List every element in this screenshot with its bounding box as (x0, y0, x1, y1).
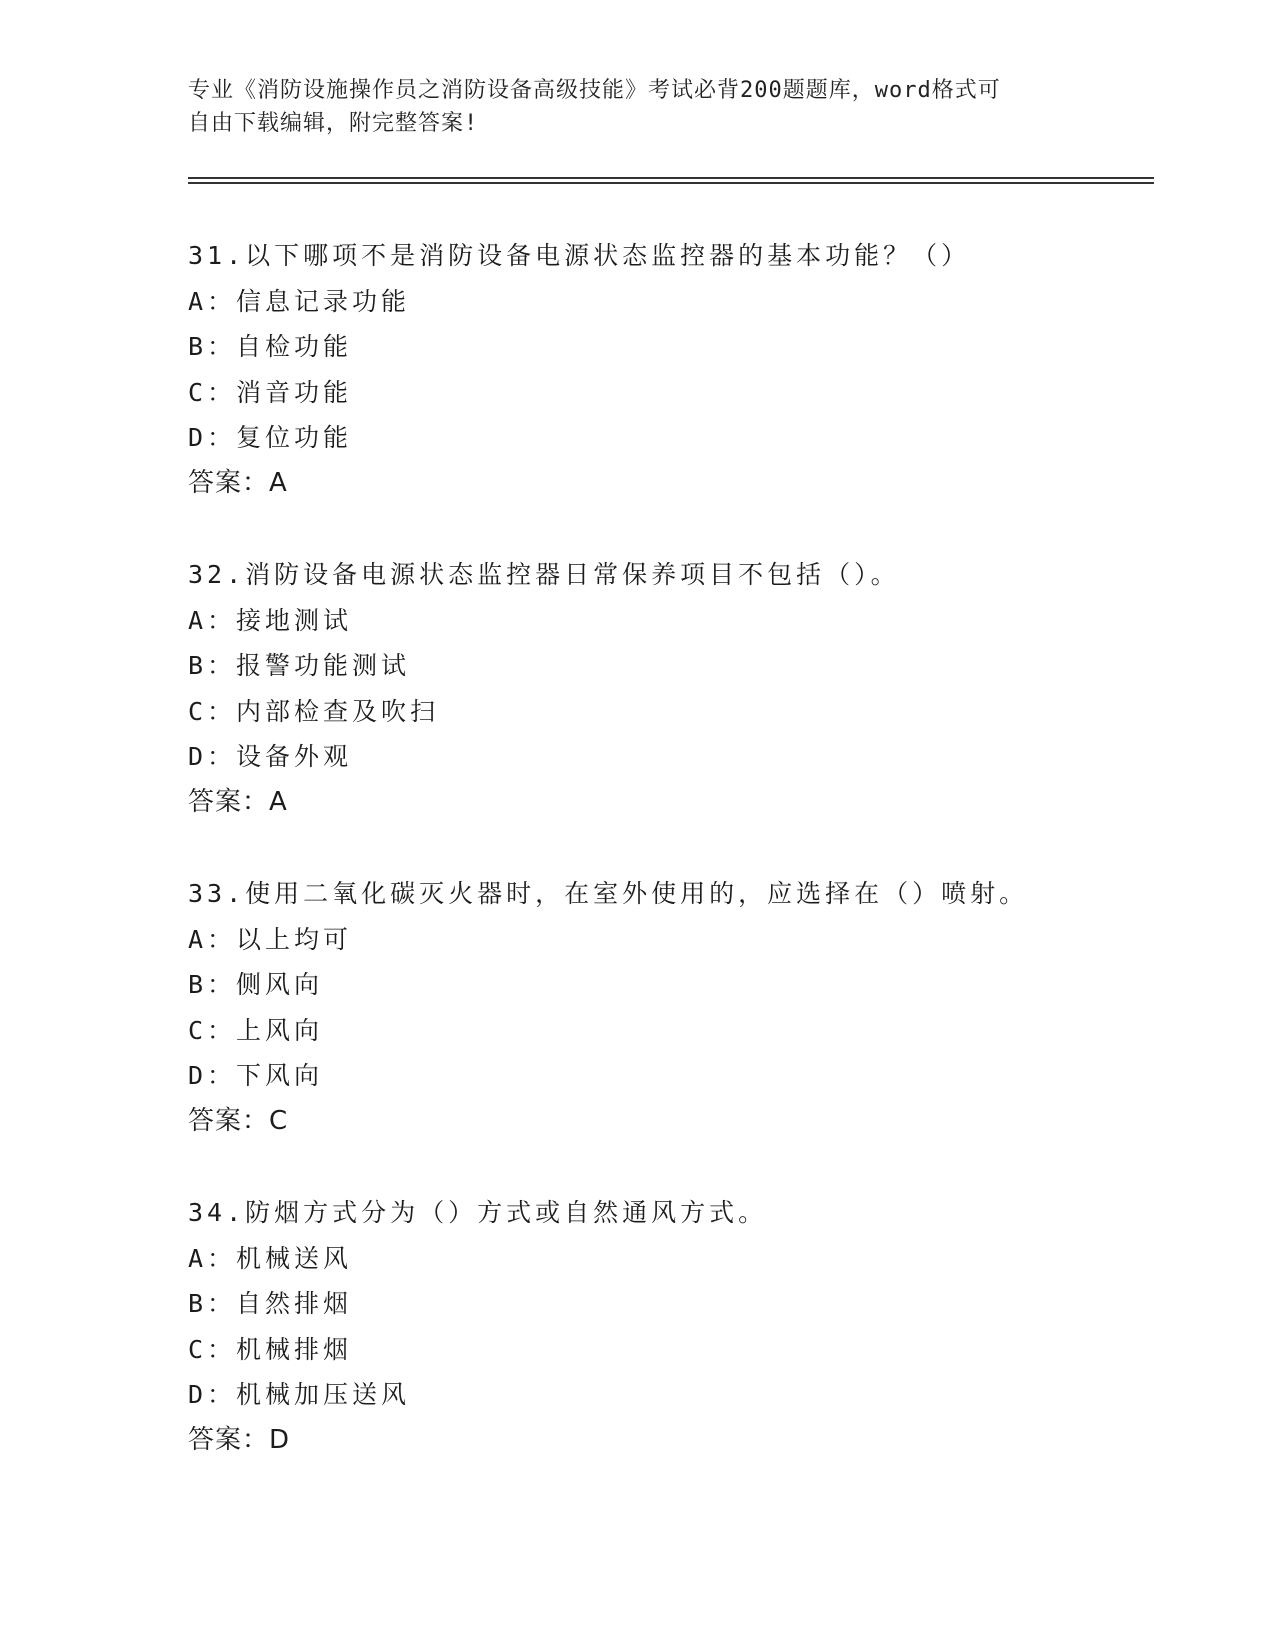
option-d: D：机械加压送风 (188, 1380, 411, 1409)
option-d: D：下风向 (188, 1061, 324, 1090)
option-d: D：复位功能 (188, 423, 353, 452)
question-32 (188, 552, 1148, 825)
option-c: C：机械排烟 (188, 1334, 353, 1364)
question-31 (188, 233, 1148, 506)
option-b: B：自然排烟 (188, 1289, 353, 1318)
option-b: B：侧风向 (188, 970, 324, 999)
question-34 (188, 1190, 1148, 1463)
option-a: A：机械送风 (188, 1243, 353, 1273)
option-d: D：设备外观 (188, 742, 353, 771)
answer: 答案：D (188, 1424, 291, 1455)
answer: 答案：A (188, 467, 288, 498)
option-a: A：信息记录功能 (188, 286, 411, 316)
header-line-2: 自由下载编辑，附完整答案! (188, 111, 479, 136)
option-a: A：接地测试 (188, 605, 353, 635)
option-c: C：上风向 (188, 1015, 324, 1045)
option-b: B：自检功能 (188, 332, 353, 361)
question-stem: 33.使用二氧化碳灭火器时，在室外使用的，应选择在（）喷射。 (188, 879, 1029, 908)
answer: 答案：A (188, 786, 288, 817)
header-line-1: 专业《消防设施操作员之消防设备高级技能》考试必背200题题库，word格式可 (188, 78, 1001, 103)
option-c: C：内部检查及吹扫 (188, 696, 440, 726)
header-divider-bottom (188, 182, 1154, 184)
option-b: B：报警功能测试 (188, 651, 411, 680)
document-header (188, 74, 1088, 140)
question-stem: 32.消防设备电源状态监控器日常保养项目不包括（）。 (188, 560, 900, 589)
answer: 答案：C (188, 1105, 289, 1136)
option-a: A：以上均可 (188, 924, 353, 954)
question-stem: 31.以下哪项不是消防设备电源状态监控器的基本功能？（） (188, 241, 971, 270)
header-divider-top (188, 177, 1154, 179)
question-stem: 34.防烟方式分为（）方式或自然通风方式。 (188, 1198, 768, 1227)
question-33 (188, 871, 1148, 1144)
option-c: C：消音功能 (188, 377, 353, 407)
